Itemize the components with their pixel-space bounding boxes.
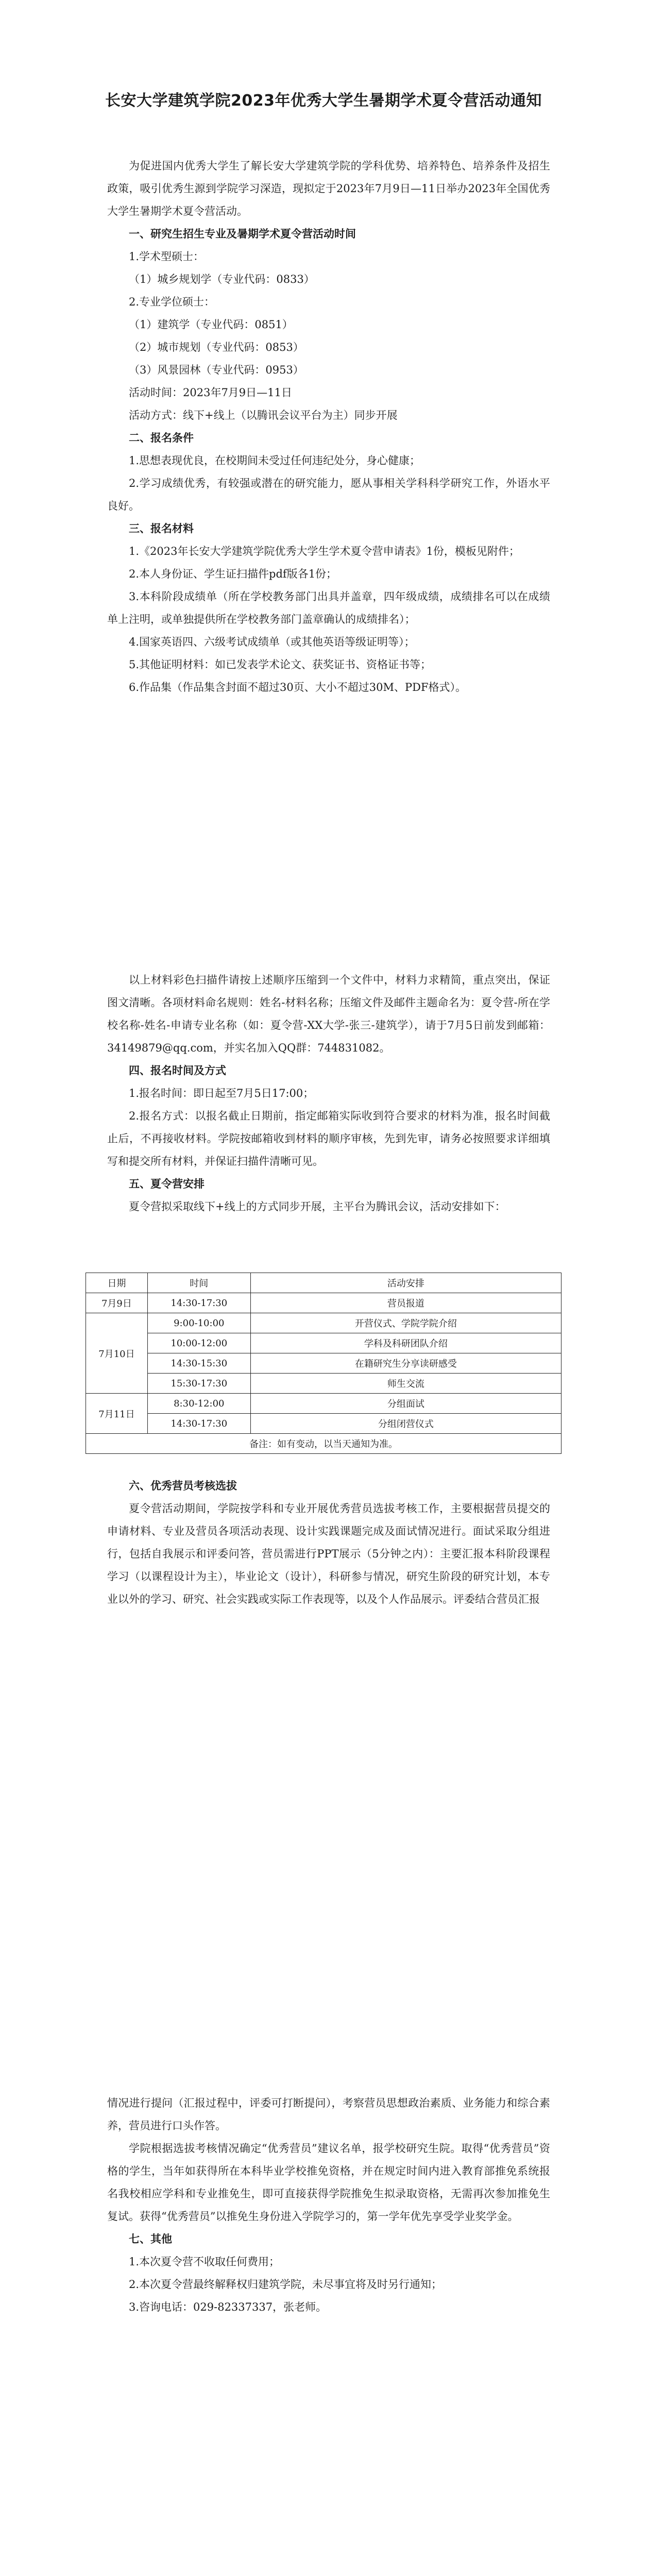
table-cell-activity: 在籍研究生分享读研感受 (250, 1353, 561, 1374)
selection-paragraph-cont: 情况进行提问（汇报过程中，评委可打断提问），考察营员思想政治素质、业务能力和综合素养，营员进行口头作答。 (107, 2097, 550, 2132)
selection-cont-block (107, 2092, 550, 2318)
section-4-heading: 四、报名时间及方式 (129, 1064, 226, 1077)
table-header-row (86, 1273, 561, 1293)
condition-item: 2.学习成绩优秀，有较强或潜在的研究能力，愿从事相关学科科学研究工作，外语水平良好。 (107, 477, 550, 512)
table-note: 备注：如有变动，以当天通知为准。 (86, 1434, 561, 1454)
table-row (86, 1414, 561, 1434)
section-2-heading: 二、报名条件 (129, 432, 194, 444)
table-cell-date: 7月9日 (86, 1293, 148, 1313)
other-item: 1.本次夏令营不收取任何费用； (129, 2256, 280, 2268)
table-cell-activity: 学科及科研团队介绍 (250, 1333, 561, 1353)
selection-block (107, 1475, 550, 1611)
table-cell-time: 8:30-12:00 (147, 1394, 250, 1414)
intro-paragraph: 为促进国内优秀大学生了解长安大学建筑学院的学科优势、培养特色、培养条件及招生政策，吸引优秀生源到学院学习深造，现拟定于2023年7月9日—11日举办2023年全国优秀大学生暑期学术夏令营活动。 (107, 160, 550, 217)
table-row (86, 1293, 561, 1313)
table-cell-time: 14:30-17:30 (147, 1293, 250, 1313)
other-item: 2.本次夏令营最终解释权归建筑学院，未尽事宜将及时另行通知； (129, 2278, 442, 2291)
material-item: 3.本科阶段成绩单（所在学校教务部门出具并盖章，四年级成绩，成绩排名可以在成绩单上注明，或单独提供所在学校教务部门盖章确认的成绩排名）； (107, 590, 550, 625)
table-cell-date: 7月11日 (86, 1394, 148, 1434)
other-item: 3.咨询电话：029-82337337，张老师。 (129, 2301, 327, 2313)
professional-item: （2）城市规划（专业代码：0853） (129, 341, 304, 353)
schedule-table (86, 1273, 561, 1454)
table-row (86, 1374, 561, 1394)
page-title: 长安大学建筑学院2023年优秀大学生暑期学术夏令营活动通知 (105, 92, 542, 110)
excellent-camper-paragraph: 学院根据选拔考核情况确定“优秀营员”建议名单，报学校研究生院。取得“优秀营员”资格的学生，当年如获得所在本科毕业学校推免资格，并在规定时间内进入教育部推免系统报名我校相应学科和专业推免生，即可直接获得学院推免生拟录取资格，无需再次参加推免生复试。获得“优秀营员”以推免生身份进入学院学习的，第一学年优先享受学业奖学金。 (107, 2142, 550, 2223)
activity-time: 活动时间：2023年7月9日—11日 (129, 386, 292, 399)
activity-mode: 活动方式：线下+线上（以腾讯会议平台为主）同步开展 (129, 409, 398, 421)
section-3-heading: 三、报名材料 (129, 522, 194, 535)
table-row (86, 1313, 561, 1333)
professional-item: （3）风景园林（专业代码：0953） (129, 364, 304, 376)
material-item: 2.本人身份证、学生证扫描件pdf版各1份； (129, 568, 337, 580)
intro-block (107, 155, 550, 699)
registration-item: 2.报名方式：以报名截止日期前，指定邮箱实际收到符合要求的材料为准，报名时间截止后，不再接收材料。学院按邮箱收到材料的顺序审核，先到先审，请务必按照要求详细填写和提交所有材料，并保证扫描件清晰可见。 (107, 1110, 550, 1167)
selection-paragraph: 夏令营活动期间，学院按学科和专业开展优秀营员选拔考核工作，主要根据营员提交的申请材料、专业及营员各项活动表现、设计实践课题完成及面试情况进行。面试采取分组进行，包括自我展示和评委问答，营员需进行PPT展示（5分钟之内）：主要汇报本科阶段课程学习（以课程设计为主），毕业论文（设计），科研参与情况，研究生阶段的研究计划，本专业以外的学习、研究、社会实践或实际工作表现等，以及个人作品展示。评委结合营员汇报 (107, 1502, 550, 1605)
table-cell-time: 15:30-17:30 (147, 1374, 250, 1394)
table-row (86, 1333, 561, 1353)
professional-label: 2.专业学位硕士： (129, 296, 215, 308)
table-cell-activity: 开营仪式、学院学院介绍 (250, 1313, 561, 1333)
table-cell-date: 7月10日 (86, 1313, 148, 1394)
section-5-heading: 五、夏令营安排 (129, 1178, 205, 1190)
materials-block (107, 969, 550, 1218)
table-row (86, 1394, 561, 1414)
academic-item: （1）城乡规划学（专业代码：0833） (129, 273, 315, 285)
condition-item: 1.思想表现优良，在校期间未受过任何违纪处分，身心健康； (129, 454, 421, 467)
table-cell-time: 9:00-10:00 (147, 1313, 250, 1333)
table-cell-time: 14:30-15:30 (147, 1353, 250, 1374)
section-7-heading: 七、其他 (129, 2233, 172, 2245)
material-item: 1.《2023年长安大学建筑学院优秀大学生学术夏令营申请表》1份，模板见附件； (129, 545, 520, 557)
table-cell-activity: 营员报道 (250, 1293, 561, 1313)
professional-item: （1）建筑学（专业代码：0851） (129, 318, 293, 331)
table-header: 活动安排 (250, 1273, 561, 1293)
table-row (86, 1434, 561, 1454)
section-1-heading: 一、研究生招生专业及暑期学术夏令营活动时间 (129, 228, 356, 240)
table-cell-activity: 分组面试 (250, 1394, 561, 1414)
table-cell-activity: 分组闭营仪式 (250, 1414, 561, 1434)
registration-item: 1.报名时间：即日起至7月5日17:00； (129, 1087, 314, 1099)
table-cell-activity: 师生交流 (250, 1374, 561, 1394)
table-row (86, 1353, 561, 1374)
section-6-heading: 六、优秀营员考核选拔 (129, 1480, 237, 1492)
material-item: 4.国家英语四、六级考试成绩单（或其他英语等级证明等）； (129, 636, 415, 648)
table-header: 日期 (86, 1273, 148, 1293)
schedule-intro: 夏令营拟采取线下+线上的方式同步开展，主平台为腾讯会议，活动安排如下： (129, 1200, 506, 1213)
materials-note: 以上材料彩色扫描件请按上述顺序压缩到一个文件中，材料力求精简，重点突出，保证图文清晰。各项材料命名规则：姓名-材料名称；压缩文件及邮件主题命名为：夏令营-所在学校名称-姓名-申请专业名称（如：夏令营-XX大学-张三-建筑学），请于7月5日前发到邮箱：34149879@qq.com，并实名加入QQ群：744831082。 (107, 974, 550, 1054)
material-item: 5.其他证明材料：如已发表学术论文、获奖证书、资格证书等； (129, 658, 432, 671)
table-header: 时间 (147, 1273, 250, 1293)
table-cell-time: 14:30-17:30 (147, 1414, 250, 1434)
material-item: 6.作品集（作品集含封面不超过30页、大小不超过30M、PDF格式）。 (129, 681, 467, 693)
academic-label: 1.学术型硕士： (129, 250, 205, 263)
table-cell-time: 10:00-12:00 (147, 1333, 250, 1353)
